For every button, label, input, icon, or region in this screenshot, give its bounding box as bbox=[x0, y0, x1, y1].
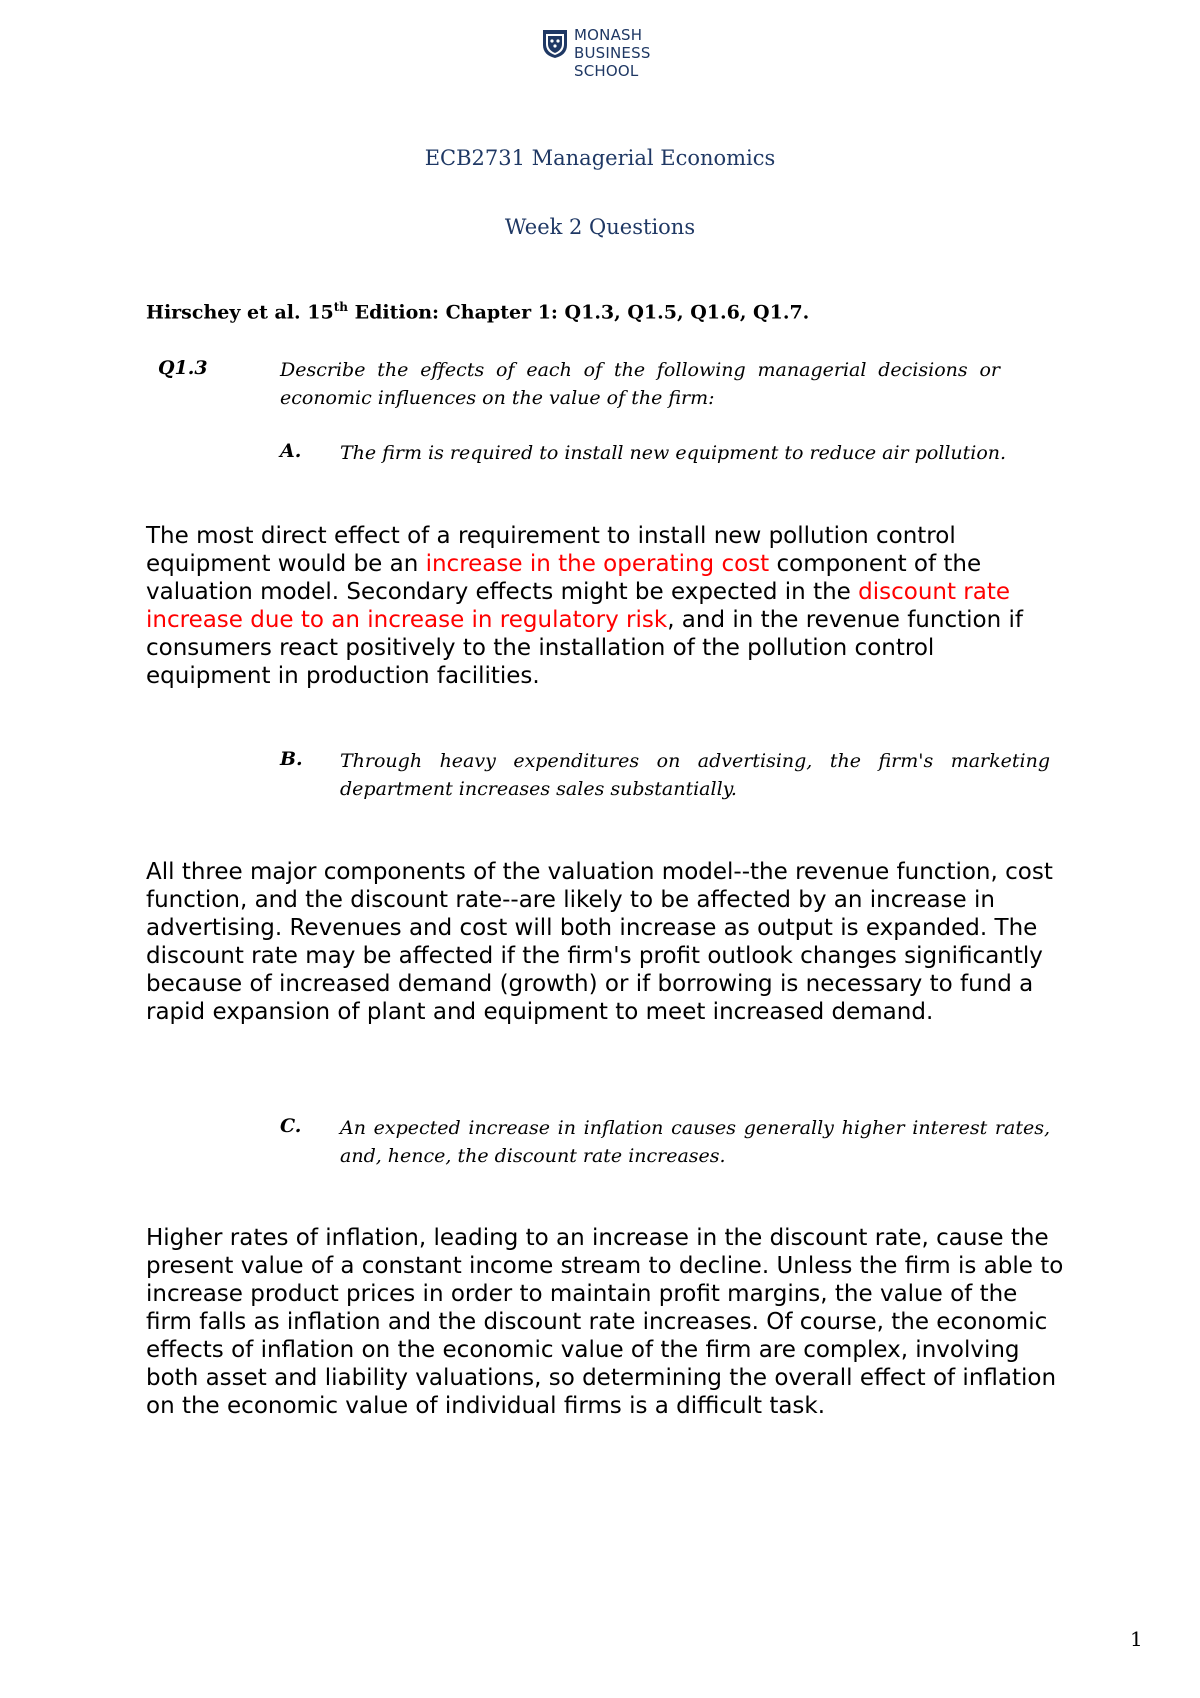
answer-a-part-3: , and in the revenue function if consumers react positively to the installation of the pollution control equipment in production facilities. bbox=[146, 607, 1023, 689]
answer-a-part-2: component of the valuation model. Secondary effects might be expected in the bbox=[146, 551, 982, 605]
answer-a-part-1: The most direct effect of a requirement to install new pollution control equipment would be an bbox=[146, 523, 956, 577]
reference-prefix: Hirschey et al. 15 bbox=[146, 301, 334, 324]
item-b-letter: B. bbox=[280, 748, 303, 770]
logo-line-3: SCHOOL bbox=[574, 62, 639, 80]
textbook-reference bbox=[146, 300, 809, 323]
item-b-text: Through heavy expenditures on advertising, the firm's marketing department increases sales substantially. bbox=[340, 750, 1050, 800]
question-text: Describe the effects of each of the following managerial decisions or economic influences on the value of the firm: bbox=[280, 359, 1000, 409]
logo-line-2: BUSINESS bbox=[574, 44, 651, 62]
item-c-text: An expected increase in inflation causes generally higher interest rates, and, hence, the discount rate increases. bbox=[340, 1117, 1050, 1167]
answer-b: All three major components of the valuation model--the revenue function, cost function, and the discount rate--are likely to be affected by an increase in advertising. Revenues and cost will both increase as output is expanded. The discount rate may be affected if the firm's profit outlook changes significantly because of increased demand (growth) or if borrowing is necessary to fund a rapid expansion of plant and equipment to meet increased demand. bbox=[146, 859, 1053, 1025]
page-number: 1 bbox=[1130, 1627, 1143, 1651]
item-a-text: The firm is required to install new equipment to reduce air pollution. bbox=[340, 442, 1007, 464]
monash-shield-icon bbox=[542, 29, 568, 59]
course-title: ECB2731 Managerial Economics bbox=[424, 146, 776, 170]
answer-a bbox=[146, 522, 1066, 690]
answer-a-highlight-2: discount rate increase due to an increase in regulatory risk bbox=[146, 579, 1011, 633]
question-number: Q1.3 bbox=[158, 357, 208, 379]
reference-suffix: Edition: Chapter 1: Q1.3, Q1.5, Q1.6, Q1.7. bbox=[347, 301, 810, 324]
logo-wordmark bbox=[574, 26, 651, 80]
item-c-letter: C. bbox=[280, 1115, 302, 1137]
week-title: Week 2 Questions bbox=[504, 215, 696, 239]
logo-line-1: MONASH bbox=[574, 26, 643, 44]
item-a-letter: A. bbox=[280, 440, 302, 462]
reference-superscript: th bbox=[333, 300, 348, 314]
answer-c: Higher rates of inflation, leading to an increase in the discount rate, cause the present value of a constant income stream to decline. Unless the firm is able to increase product prices in order to maintain profit margins, the value of the firm falls as inflation and the discount rate increases. Of course, the economic effects of inflation on the economic value of the firm are complex, involving both asset and liability valuations, so determining the overall effect of inflation on the economic value of individual firms is a difficult task. bbox=[146, 1225, 1064, 1419]
answer-a-highlight-1: increase in the operating cost bbox=[425, 551, 770, 577]
monash-business-school-logo bbox=[542, 26, 651, 80]
